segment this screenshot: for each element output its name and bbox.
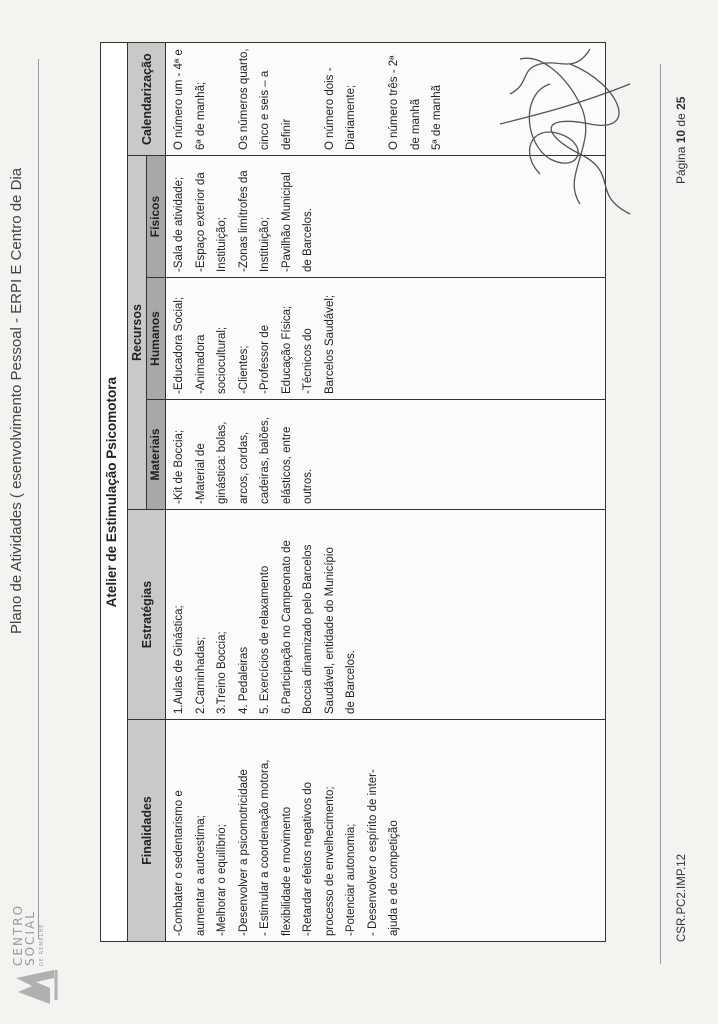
cell-line: -Combater o sedentarismo e [173, 790, 185, 936]
cell-line: 6ª de manhã; [194, 81, 207, 150]
cell-line: -Técnicos do [302, 328, 314, 394]
cell-line: ajuda e de competição [388, 820, 400, 936]
logo-line-3: DE REMELHE [39, 923, 45, 966]
cell-line: -Educadora Social; [173, 296, 185, 394]
cell-line: Boccia dinamizado pelo Barcelos [302, 544, 314, 714]
cell-line: Educação Física; [280, 305, 293, 394]
cell-line: arcos, cordas, [237, 431, 250, 504]
logo-line-2: SOCIAL [23, 910, 37, 966]
cell-line: outros. [302, 468, 314, 504]
cell-line: de Barcelos. [345, 650, 357, 714]
cell-line: -Material de [194, 443, 207, 504]
table-title: Atelier de Estimulação Psicomotora [101, 43, 128, 942]
cell-line: cadeiras, balões, [259, 417, 271, 504]
footer-divider [660, 64, 661, 964]
cell-line: Barcelos Saudável; [323, 294, 336, 394]
cell-humanos [166, 278, 606, 400]
header-divider [38, 59, 39, 939]
document-header-title: Plano de Atividades ( esenvolvimento Pessoal - ERPI E Centro de Dia [8, 167, 25, 634]
cell-line: 1.Aulas de Ginástica; [173, 605, 185, 714]
cell-line: Instituição; [216, 217, 228, 272]
cell-line: -Clientes; [237, 345, 250, 394]
cell-line: O número dois - [323, 67, 336, 150]
cell-estrategias [166, 510, 606, 720]
cell-line: definir [280, 118, 293, 150]
cell-line: 6.Participação no Campeonato de [280, 540, 293, 714]
cell-line: 5ª de manhã [431, 85, 443, 150]
cell-line: -Retardar efeitos negativos do [302, 781, 314, 936]
cell-line: -Kit de Boccia; [173, 429, 185, 504]
cell-materiais [166, 400, 606, 510]
cell-line: aumentar a autoestima; [194, 815, 207, 936]
cell-line: -Potenciar autonomia; [345, 823, 357, 936]
page-total: 25 [674, 96, 688, 110]
cell-line: 2.Caminhadas; [194, 636, 207, 714]
cell-line: de Barcelos. [302, 208, 314, 272]
cell-line: - Desenvolver o espírito de inter- [366, 769, 379, 936]
header-materiais: Materiais [147, 400, 166, 510]
centro-social-logo [10, 903, 60, 1006]
cell-line: -Pavilhão Municipal [280, 172, 293, 272]
cell-finalidades [166, 720, 606, 942]
cell-line: elásticos, entre [280, 426, 293, 504]
cell-line: O número um - 4ª e [173, 49, 185, 150]
page-current: 10 [674, 129, 688, 144]
handwritten-signature [480, 34, 650, 234]
cell-line [363, 48, 385, 150]
cell-line: ginástica: bolas, [216, 421, 228, 504]
header-recursos: Recursos [128, 156, 147, 510]
cell-line: de manhã [409, 98, 422, 150]
cell-line: processo de envelhecimento; [323, 786, 336, 936]
logo-mark-icon [10, 966, 60, 1006]
cell-line: 5. Exercícios de relaxamento [259, 565, 271, 714]
cell-line: flexibilidade e movimento [280, 806, 293, 936]
header-humanos: Humanos [147, 278, 166, 400]
header-fisicos: Físicos [147, 156, 166, 278]
document-code: CSR.PC2.IMP.12 [676, 854, 688, 942]
page-number [674, 97, 688, 184]
cell-line: 4. Pedaleiras [237, 646, 250, 714]
cell-line: -Professor de [259, 324, 271, 394]
cell-line: - Estimular a coordenação motora, [259, 759, 271, 936]
cell-line: cinco e seis – a [259, 70, 271, 150]
cell-line: 3.Treino Boccia; [216, 631, 228, 714]
header-finalidades: Finalidades [128, 720, 166, 942]
cell-line: -Sala de atividade; [173, 176, 185, 272]
logo-line-1: CENTRO [11, 903, 25, 966]
cell-line [212, 48, 234, 150]
header-estrategias: Estratégias [128, 510, 166, 720]
cell-line: -Desenvolver a psicomotricidade [237, 769, 250, 936]
cell-line: sociocultural; [216, 326, 228, 394]
page-prefix: Página [674, 146, 688, 184]
header-calendarizacao: Calendarização [128, 43, 166, 156]
cell-line: -Melhorar o equilíbrio; [216, 824, 228, 936]
cell-line: -Espaço exterior da [194, 172, 207, 272]
page-sep: de [674, 113, 688, 127]
cell-line: Diariamente; [345, 84, 357, 150]
cell-line: O número três - 2ª [388, 55, 400, 150]
cell-line: -Animadora [194, 334, 207, 394]
cell-line: Os números quarto, [237, 48, 250, 150]
cell-line: -Zonas limítrofes da [237, 170, 250, 272]
cell-line [298, 48, 320, 150]
cell-line: Saudável, entidade do Município [323, 547, 336, 714]
cell-line: Instituição; [259, 217, 271, 272]
